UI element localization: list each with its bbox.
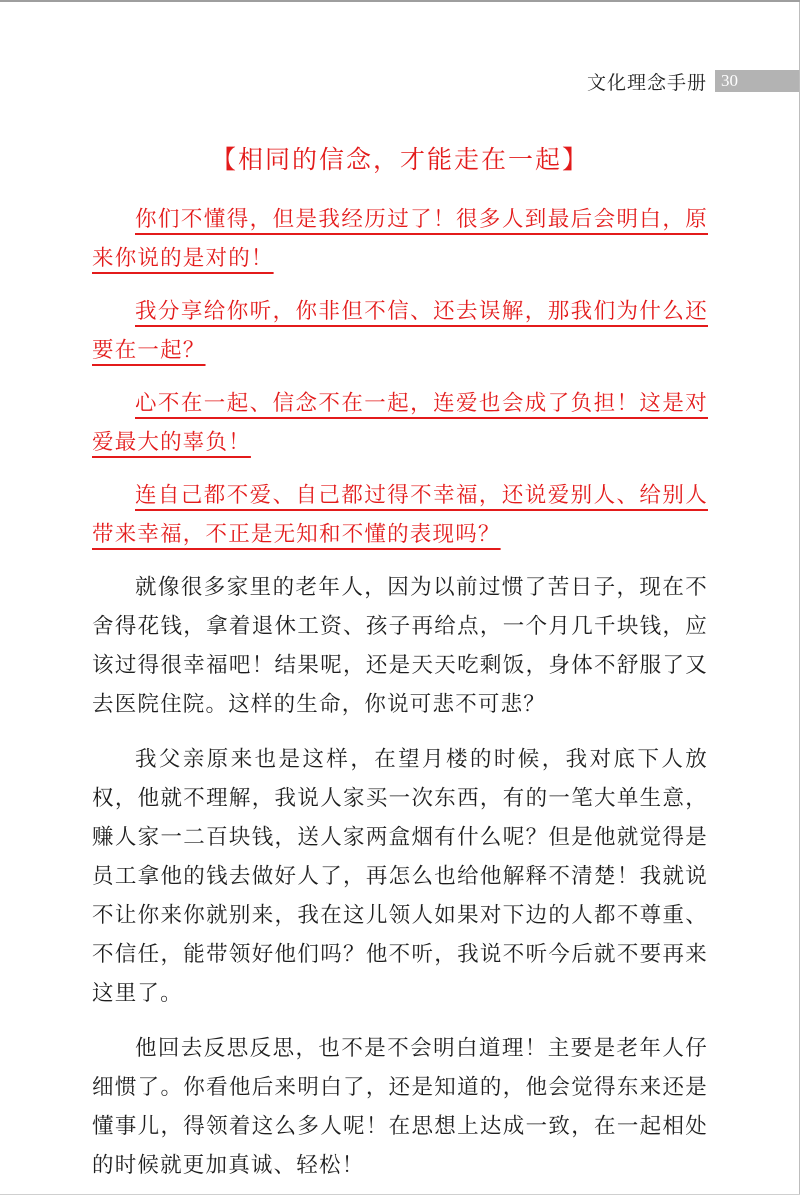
section-title: 【相同的信念，才能走在一起】 — [210, 145, 589, 174]
page-number-tab: 30 — [715, 70, 799, 92]
header-title: 文化理念手册 — [586, 71, 707, 94]
body-paragraph: 他回去反思反思，也不是不会明白道理！主要是老年人仔细惯了。你看他后来明白了，还是知道的，他会觉得东来还是懂事儿，得领着这么多人呢！在思想上达成一致，在一起相处的时候就更加真诚、轻松！ — [92, 1036, 708, 1178]
running-header — [587, 68, 799, 94]
highlighted-paragraph — [92, 200, 708, 278]
body-paragraph: 就像很多家里的老年人，因为以前过惯了苦日子，现在不舍得花钱，拿着退休工资、孩子再给点，一个月几千块钱，应该过得很幸福吧！结果呢，还是天天吃剩饭，身体不舒服了又去医院住院。这样的生命，你说可悲不可悲？ — [92, 575, 708, 717]
highlighted-text: 连自己都不爱、自己都过得不幸福，还说爱别人、给别人带来幸福，不正是无知和不懂的表现吗？ — [92, 483, 708, 547]
highlighted-paragraph — [92, 384, 708, 462]
article-body — [92, 200, 708, 1201]
body-paragraph: 我父亲原来也是这样，在望月楼的时候，我对底下人放权，他就不理解，我说人家买一次东西，有的一笔大单生意，赚人家一二百块钱，送人家两盒烟有什么呢？但是他就觉得是员工拿他的钱去做好人了，再怎么也给他解释不清楚！我就说不让你来你就别来，我在这儿领人如果对下边的人都不尊重、不信任，能带领好他们吗？他不听，我说不听今后就不要再来这里了。 — [92, 747, 708, 1006]
highlighted-text: 你们不懂得，但是我经历过了！很多人到最后会明白，原来你说的是对的！ — [92, 207, 708, 271]
top-rule — [0, 0, 800, 2]
highlighted-paragraph — [92, 292, 708, 370]
highlighted-text: 心不在一起、信念不在一起，连爱也会成了负担！这是对爱最大的辜负！ — [92, 391, 708, 455]
highlighted-paragraph — [92, 476, 708, 554]
highlighted-text: 我分享给你听，你非但不信、还去误解，那我们为什么还要在一起？ — [92, 299, 708, 363]
